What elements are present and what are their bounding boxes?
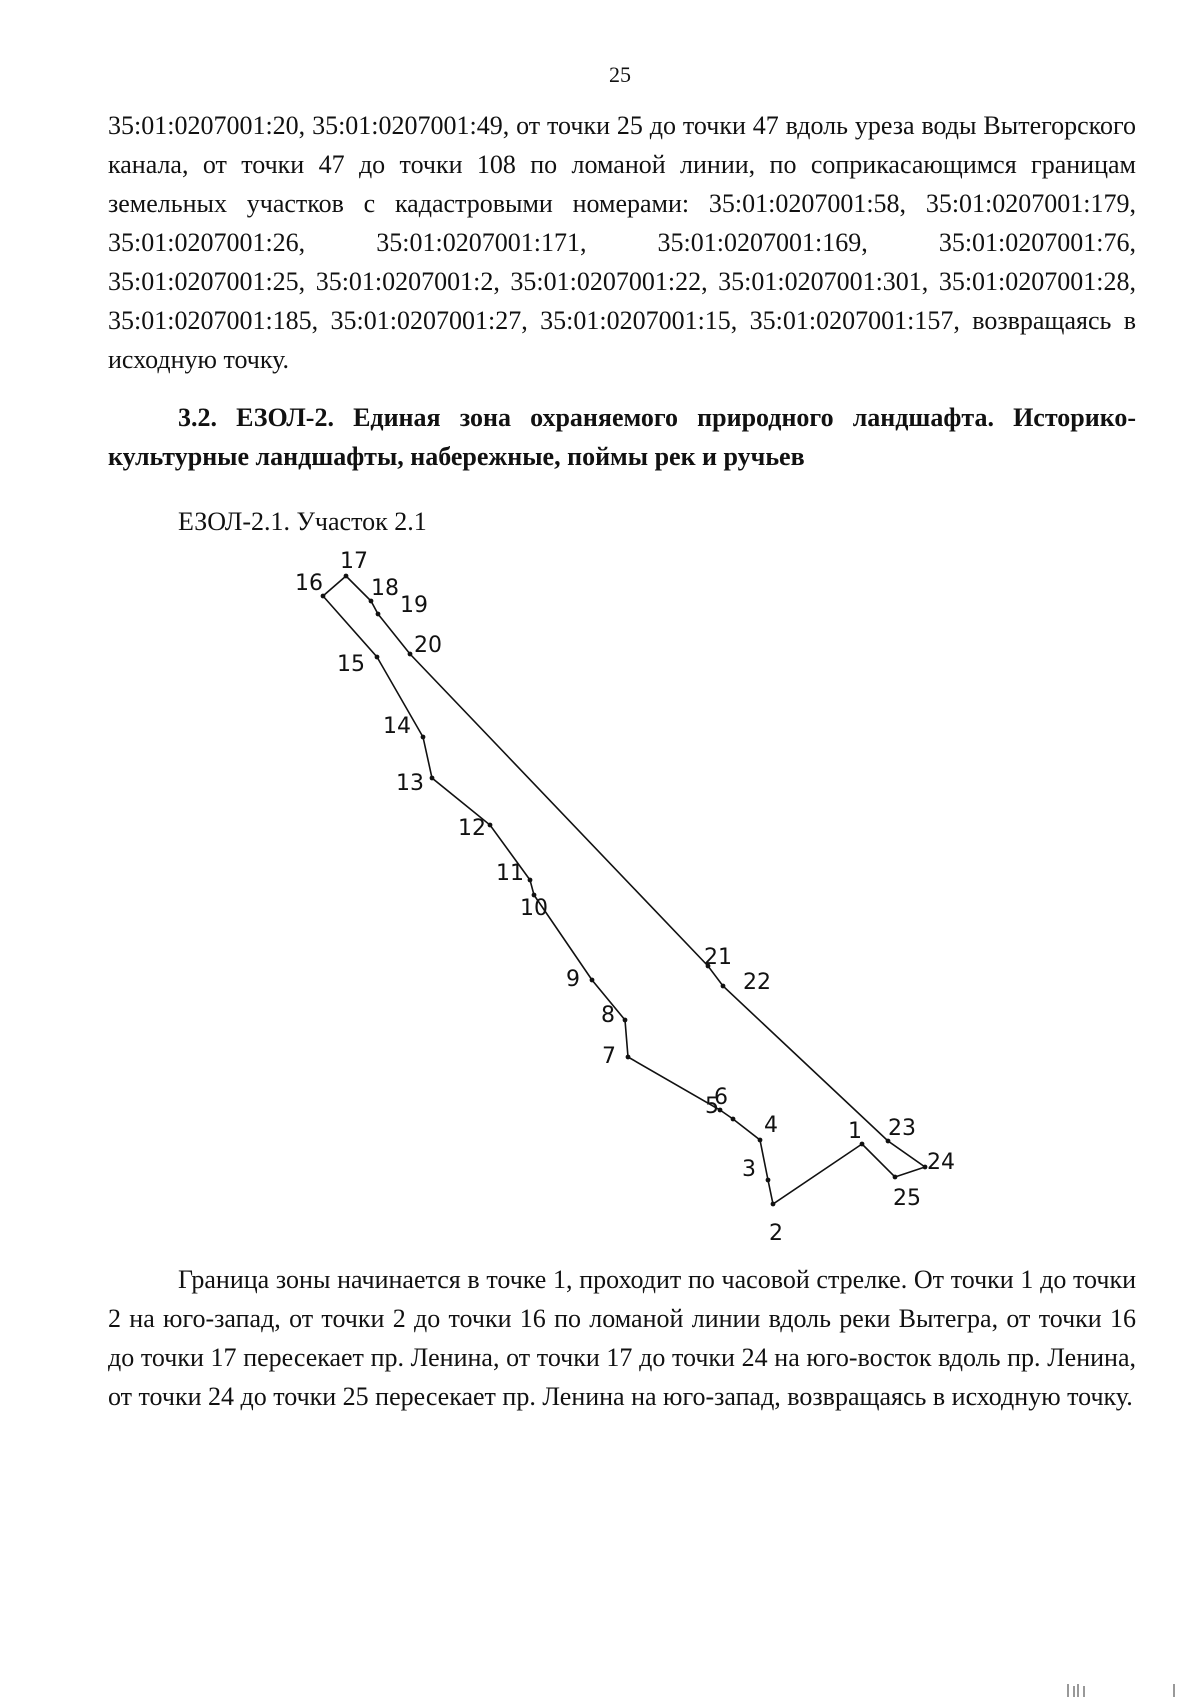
page-number: 25 [609, 62, 631, 87]
boundary-point-label-10: 10 [520, 896, 548, 921]
paragraph-cadastral-boundaries: 35:01:0207001:20, 35:01:0207001:49, от точки 25 до точки 47 вдоль уреза воды Вытегорского канала, от точки 47 до точки 108 по ломаной линии, по соприкасающимся границам земельных участков с кадастровыми номерами: 35:01:0207001:58, 35:01:0207001:179, 35:01:0207001:26, 35:01:0207001:171, 35:01:0207001:169, 35:01:0207001:76, 35:01:0207001:25, 35:01:0207001:2, 35:01:0207001:22, 35:01:0207001:301, 35:01:0207001:28, 35:01:0207001:185, 35:01:0207001:27, 35:01:0207001:15, 35:01:0207001:157, возвращаясь в исходную точку. [108, 111, 1136, 374]
boundary-point-label-4: 4 [764, 1113, 778, 1138]
boundary-point-20 [408, 652, 413, 657]
boundary-point-label-16: 16 [295, 571, 323, 596]
boundary-point-label-14: 14 [383, 714, 411, 739]
boundary-point-label-23: 23 [888, 1116, 916, 1141]
boundary-points-group [321, 574, 928, 1207]
boundary-point-label-7: 7 [602, 1044, 616, 1069]
section-heading: 3.2. ЕЗОЛ-2. Единая зона охраняемого природного ландшафта. Историко-культурные ландшафты, набережные, поймы рек и ручьев [108, 403, 1136, 471]
boundary-line [323, 576, 925, 1204]
boundary-point-2 [771, 1202, 776, 1207]
boundary-point-19 [376, 612, 381, 617]
boundary-point-15 [375, 655, 380, 660]
boundary-point-label-25: 25 [893, 1186, 921, 1211]
boundary-labels-group [295, 549, 955, 1246]
boundary-point-label-8: 8 [601, 1003, 615, 1028]
boundary-point-label-2: 2 [769, 1221, 783, 1246]
boundary-point-3 [766, 1178, 771, 1183]
boundary-point-label-1: 1 [848, 1119, 862, 1144]
boundary-point-11 [528, 878, 533, 883]
boundary-point-22 [721, 984, 726, 989]
scan-edge-marks [1060, 1680, 1180, 1697]
boundary-point-label-19: 19 [400, 593, 428, 618]
plot-subheading: ЕЗОЛ-2.1. Участок 2.1 [178, 507, 427, 536]
boundary-point-25 [893, 1175, 898, 1180]
boundary-polyline-group [323, 576, 925, 1204]
boundary-point-label-5: 5 [705, 1094, 719, 1119]
boundary-point-label-21: 21 [704, 945, 732, 970]
boundary-point-label-18: 18 [371, 576, 399, 601]
boundary-point-label-13: 13 [396, 771, 424, 796]
boundary-point-label-22: 22 [743, 970, 771, 995]
boundary-point-8 [623, 1018, 628, 1023]
boundary-point-label-6: 6 [714, 1085, 728, 1110]
boundary-point-label-24: 24 [927, 1150, 955, 1175]
boundary-point-label-12: 12 [458, 816, 486, 841]
boundary-point-4 [758, 1138, 763, 1143]
boundary-point-5 [731, 1117, 736, 1122]
boundary-point-13 [430, 776, 435, 781]
boundary-point-9 [590, 978, 595, 983]
boundary-point-12 [488, 823, 493, 828]
boundary-point-7 [626, 1055, 631, 1060]
boundary-point-label-17: 17 [340, 549, 368, 574]
paragraph-boundary-description: Граница зоны начинается в точке 1, проходит по часовой стрелке. От точки 1 до точки 2 на юго-запад, от точки 2 до точки 16 по ломаной линии вдоль реки Вытегра, от точки 16 до точки 17 пересекает пр. Ленина, от точки 17 до точки 24 на юго-восток вдоль пр. Ленина, от точки 24 до точки 25 пересекает пр. Ленина на юго-запад, возвращаясь в исходную точку. [108, 1265, 1136, 1411]
boundary-point-label-20: 20 [414, 633, 442, 658]
boundary-point-label-3: 3 [742, 1157, 756, 1182]
boundary-point-label-15: 15 [337, 652, 365, 677]
boundary-point-14 [421, 735, 426, 740]
boundary-point-17 [344, 574, 349, 579]
boundary-point-label-11: 11 [496, 861, 524, 886]
boundary-point-label-9: 9 [566, 967, 580, 992]
